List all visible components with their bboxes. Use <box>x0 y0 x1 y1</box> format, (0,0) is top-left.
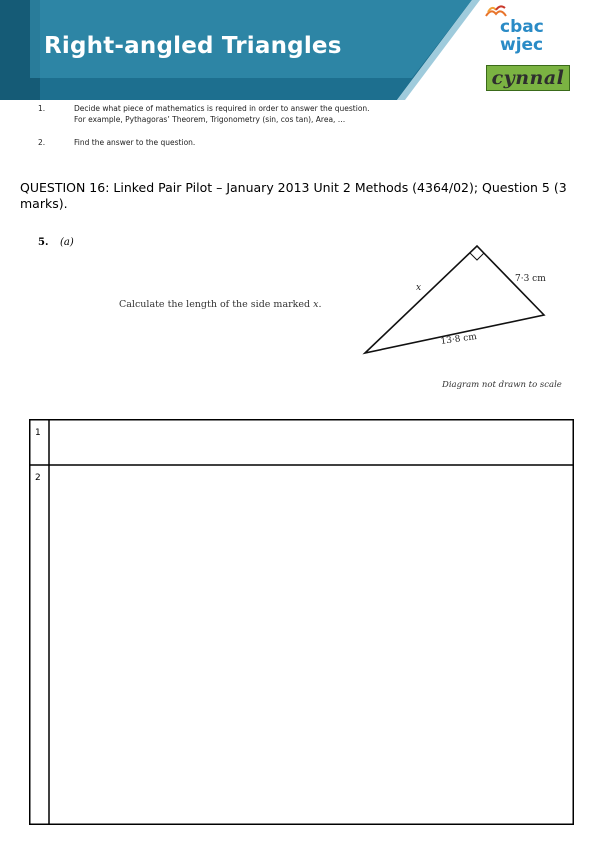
instruction-text-line: Decide what piece of mathematics is required in order to answer the question. <box>74 104 370 113</box>
side-label-base: 13·8 cm <box>440 331 478 347</box>
page-title: Right-angled Triangles <box>44 33 342 59</box>
side-label-short: 7·3 cm <box>515 274 546 284</box>
answer-cell-1[interactable] <box>50 420 572 464</box>
diagram-note: Diagram not drawn to scale <box>442 380 562 390</box>
question-heading: QUESTION 16: Linked Pair Pilot – January 2013 Unit 2 Methods (4364/02); Question 5 (3 marks). <box>20 180 567 211</box>
logo-badge-cynnal: cynnal <box>486 65 570 91</box>
triangle-diagram <box>30 232 575 402</box>
exam-question-part: (a) <box>60 237 74 248</box>
logo-text-cbac: cbac <box>500 17 544 37</box>
exam-question-image <box>30 232 575 402</box>
instruction-text-line: For example, Pythagoras’ Theorem, Trigonometry (sin, cos tan), Area, … <box>74 115 346 124</box>
answer-row-number: 2 <box>35 473 41 483</box>
side-label-x: x <box>416 283 422 293</box>
prompt-end: . <box>318 299 322 310</box>
answer-row-number: 1 <box>35 428 41 438</box>
right-angle-marker <box>470 253 484 260</box>
header-banner <box>0 0 595 100</box>
cbac-wjec-logo <box>484 2 574 94</box>
answer-cell-2[interactable] <box>50 466 572 823</box>
prompt-text: Calculate the length of the side marked <box>119 299 314 310</box>
logo-text-wjec: wjec <box>500 35 544 55</box>
instruction-number: 1. <box>38 104 46 113</box>
answer-table <box>29 419 574 825</box>
instruction-number: 2. <box>38 138 46 147</box>
exam-question-number: 5. <box>38 237 49 248</box>
prompt-variable: x <box>313 299 319 310</box>
instruction-text-line: Find the answer to the question. <box>74 138 196 147</box>
